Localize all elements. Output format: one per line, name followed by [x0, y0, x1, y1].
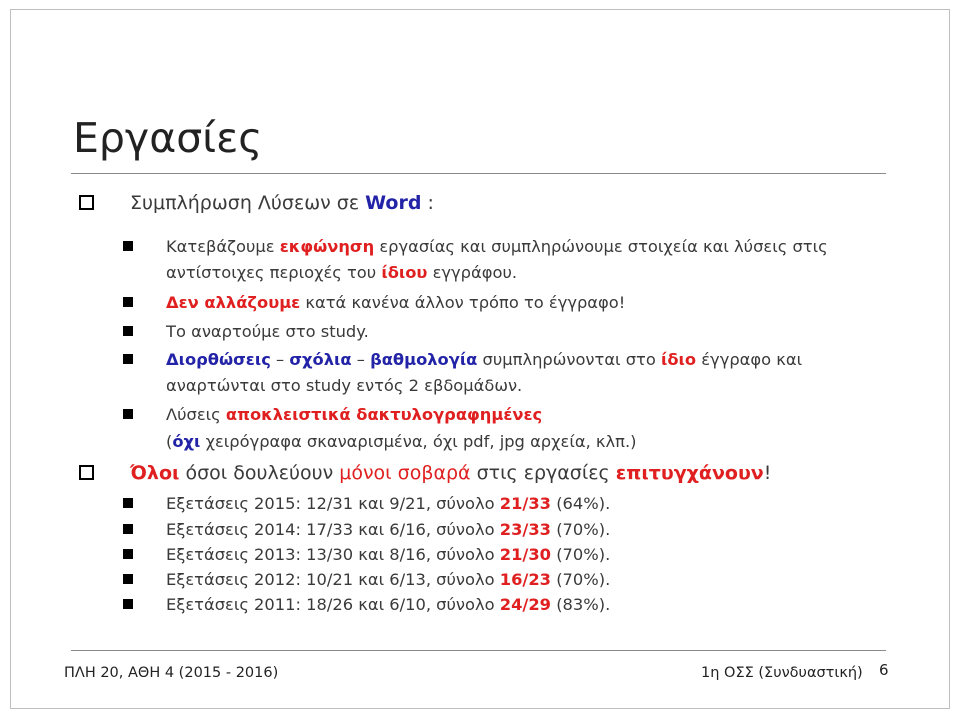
list-item-corrections: Διορθώσεις – σχόλια – βαθμολογία συμπληρώνονται στο ίδιο έγγραφο και — [123, 350, 802, 369]
footer-course: ΠΛΗ 20, ΑΘΗ 4 (2015 - 2016) — [64, 665, 279, 681]
square-bullet-icon — [123, 524, 133, 534]
square-bullet-icon — [123, 297, 133, 307]
exam-result-2015: Εξετάσεις 2015: 12/31 και 9/21, σύνολο 21/33 (64%). — [123, 494, 610, 513]
square-bullet-icon — [123, 354, 133, 364]
list-item-typed-cont: (όχι χειρόγραφα σκαναρισμένα, όχι pdf, jpg αρχεία, κλπ.) — [166, 432, 637, 451]
list-item-corrections-cont: αναρτώνται στο study εντός 2 εβδομάδων. — [166, 376, 523, 395]
list-item-typed: Λύσεις αποκλειστικά δακτυλογραφημένες — [123, 405, 542, 424]
square-bullet-icon — [123, 549, 133, 559]
square-bullet-icon — [123, 409, 133, 419]
square-bullet-icon — [123, 574, 133, 584]
footer-divider — [71, 650, 886, 651]
exam-result-2014: Εξετάσεις 2014: 17/33 και 6/16, σύνολο 23/33 (70%). — [123, 520, 610, 539]
section-2: Όλοι όσοι δουλεύουν μόνοι σοβαρά στις εργασίες επιτυγχάνουν! — [79, 462, 771, 484]
list-item-download: Κατεβάζουμε εκφώνηση εργασίας και συμπληρώνουμε στοιχεία και λύσεις στις — [123, 237, 828, 256]
slide-title: Εργασίες — [73, 114, 263, 162]
hollow-square-bullet-icon — [79, 195, 94, 210]
section-1: Συμπλήρωση Λύσεων σε Word : — [79, 192, 434, 214]
hollow-square-bullet-icon — [79, 465, 94, 480]
list-item-no-changes: Δεν αλλάζουμε κατά κανένα άλλον τρόπο το έγγραφο! — [123, 293, 625, 312]
title-divider — [71, 173, 886, 174]
square-bullet-icon — [123, 241, 133, 251]
exam-result-2011: Εξετάσεις 2011: 18/26 και 6/10, σύνολο 24/29 (83%). — [123, 595, 610, 614]
page-number: 6 — [879, 661, 889, 679]
list-item-upload: Το αναρτούμε στο study. — [123, 322, 369, 341]
slide — [10, 9, 950, 709]
list-item-download-cont: αντίστοιχες περιοχές του ίδιου εγγράφου. — [166, 263, 518, 282]
square-bullet-icon — [123, 498, 133, 508]
exam-result-2012: Εξετάσεις 2012: 10/21 και 6/13, σύνολο 16/23 (70%). — [123, 570, 610, 589]
exam-result-2013: Εξετάσεις 2013: 13/30 και 8/16, σύνολο 21/30 (70%). — [123, 545, 610, 564]
square-bullet-icon — [123, 599, 133, 609]
square-bullet-icon — [123, 326, 133, 336]
footer-session: 1η ΟΣΣ (Συνδυαστική) — [701, 665, 863, 681]
